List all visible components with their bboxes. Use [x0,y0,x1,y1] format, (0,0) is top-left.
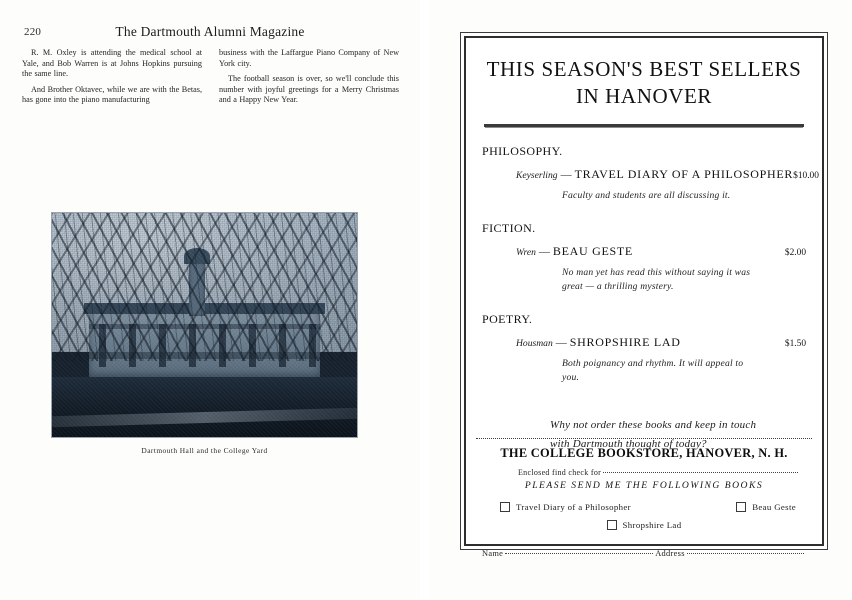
book-title: SHROPSHIRE LAD [569,334,681,349]
category-heading-fiction: FICTION. [482,220,536,235]
checkbox-item-beau-geste[interactable] [736,502,796,512]
name-label: Name [482,549,504,558]
advertisement-inner [464,36,824,558]
article-paragraph: business with the Laffargue Piano Company of New York city. [219,48,399,68]
book-entry-philosophy[interactable] [482,167,819,182]
please-send-instruction: PLEASE SEND ME THE FOLLOWING BOOKS [524,480,764,491]
book-entry-poetry[interactable] [482,335,806,350]
book-price: $2.00 [784,247,806,258]
check-amount-input[interactable] [603,472,798,473]
name-input[interactable] [505,553,653,554]
checkbox-row-top [476,502,812,512]
checkbox-label: Beau Geste [752,502,796,512]
checkbox-item-shropshire-lad[interactable] [607,520,682,530]
headline-rule [484,124,804,127]
checkbox-icon[interactable] [500,502,510,512]
book-note: Both poignancy and rhythm. It will appeal to you. [562,357,744,383]
dartmouth-hall-photograph [52,213,357,437]
book-title: BEAU GESTE [552,243,633,258]
closing-pitch: Why not order these books and keep in touch with Dartmouth thought of today? [550,418,757,450]
checkbox-label: Travel Diary of a Philosopher [516,502,631,512]
running-head: The Dartmouth Alumni Magazine [115,24,305,39]
article-paragraph: R. M. Oxley is attending the medical school at Yale, and Bob Warren is at Johns Hopkins pursuing the same line. [22,48,202,79]
left-page [0,0,420,600]
checkbox-label: Shropshire Lad [622,520,682,530]
article-body [22,48,400,111]
right-page [430,0,852,600]
address-input[interactable] [687,553,804,554]
checkbox-icon[interactable] [607,520,617,530]
book-author: Housman [516,337,553,349]
check-amount-line[interactable] [476,468,812,477]
category-heading-philosophy: PHILOSOPHY. [482,144,563,158]
category-heading-poetry: POETRY. [482,311,533,326]
photo-grain [52,213,357,437]
article-paragraph: The football season is over, so we'll conclude this number with joyful greetings for a Merry Christmas and a Happy New Year. [219,74,399,105]
article-column-left [22,48,202,111]
store-name: THE COLLEGE BOOKSTORE, HANOVER, N. H. [500,446,788,460]
name-address-line [476,549,812,558]
photo-figure [52,213,357,455]
book-dash: — [560,169,572,181]
book-dash: — [555,336,567,349]
book-author: Wren [516,246,536,258]
form-divider [476,438,812,439]
article-column-right [219,48,399,111]
book-title: TRAVEL DIARY OF A PHILOSOPHER [574,167,794,181]
advertisement-frame [460,32,828,558]
book-price: $10.00 [793,171,819,181]
book-price: $1.50 [784,338,806,349]
book-note: No man yet has read this without saying it was great — a thrilling mystery. [562,266,751,292]
checkbox-icon[interactable] [736,502,746,512]
photo-caption: Dartmouth Hall and the College Yard [141,446,268,455]
address-label: Address [655,549,685,558]
checkbox-item-travel-diary[interactable] [500,502,631,512]
advertisement-headline [482,56,806,110]
order-form [476,446,812,558]
book-author: Keyserling [516,170,558,181]
headline-line-2: IN HANOVER [575,84,713,108]
page-number: 220 [24,26,42,38]
article-paragraph: And Brother Oktavec, while we are with the Betas, has gone into the piano manufacturing [22,84,202,105]
checkbox-row-bottom [476,520,812,530]
book-entry-fiction[interactable] [482,244,806,259]
book-dash: — [538,245,550,258]
headline-line-1: THIS SEASON'S BEST SELLERS [486,57,802,81]
book-note: Faculty and students are all discussing it. [562,190,731,201]
check-label: Enclosed find check for [518,468,602,477]
